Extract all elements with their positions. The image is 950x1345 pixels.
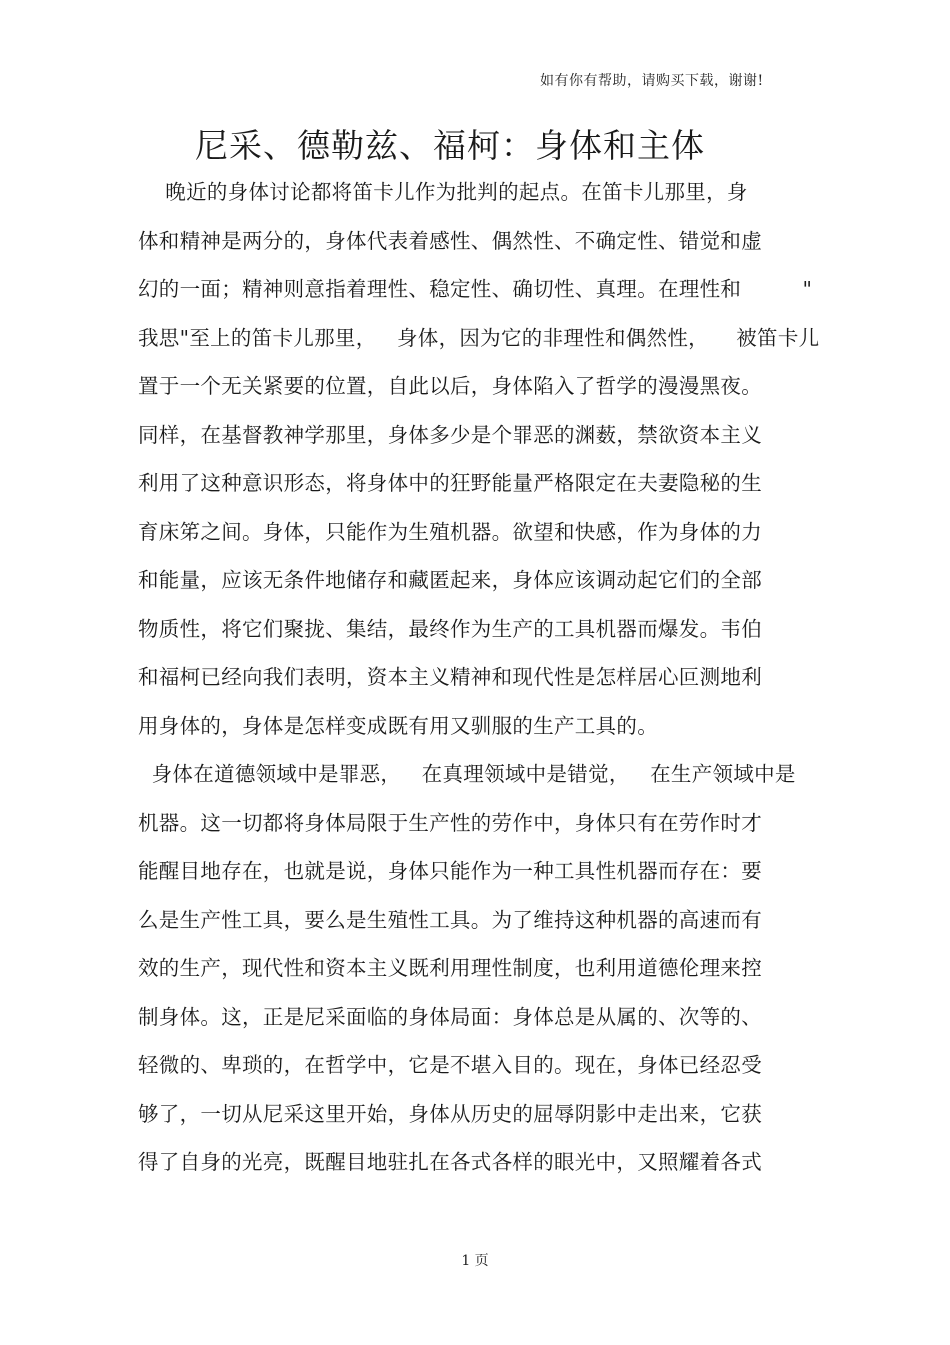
text-line: 晚近的身体讨论都将笛卡儿作为批判的起点。在笛卡儿那里，身 xyxy=(138,180,748,204)
text-line: 置于一个无关紧要的位置，自此以后，身体陷入了哲学的漫漫黑夜。 xyxy=(138,374,762,398)
text-line: 幻的一面；精神则意指着理性、稳定性、确切性、真理。在理性和 " xyxy=(138,277,813,301)
document-title: 尼采、德勒兹、福柯：身体和主体 xyxy=(195,126,705,165)
text-line: 身体在道德领域中是罪恶， 在真理领域中是错觉， 在生产领域中是 xyxy=(138,762,796,786)
header-note: 如有你有帮助，请购买下载，谢谢! xyxy=(540,73,764,89)
page-number: 1 页 xyxy=(461,1253,489,1269)
text-line: 得了自身的光亮，既醒目地驻扎在各式各样的眼光中，又照耀着各式 xyxy=(138,1150,762,1174)
text-line: 用身体的，身体是怎样变成既有用又驯服的生产工具的。 xyxy=(138,713,658,738)
text-line: 制身体。这，正是尼采面临的身体局面：身体总是从属的、次等的、 xyxy=(138,1004,762,1029)
text-line: 同样，在基督教神学那里，身体多少是个罪恶的渊薮，禁欲资本主义 xyxy=(138,422,762,447)
text-line: 够了，一切从尼采这里开始，身体从历史的屈辱阴影中走出来，它获 xyxy=(138,1101,762,1126)
text-line: 和福柯已经向我们表明，资本主义精神和现代性是怎样居心叵测地利 xyxy=(138,665,762,689)
text-line: 体和精神是两分的，身体代表着感性、偶然性、不确定性、错觉和虚 xyxy=(138,228,762,253)
text-line: 轻微的、卑琐的，在哲学中，它是不堪入目的。现在，身体已经忍受 xyxy=(138,1053,762,1077)
text-line: 我思"至上的笛卡儿那里， 身体，因为它的非理性和偶然性， 被笛卡儿 xyxy=(138,325,820,350)
text-line: 能醒目地存在，也就是说，身体只能作为一种工具性机器而存在：要 xyxy=(138,859,762,883)
text-line: 育床笫之间。身体，只能作为生殖机器。欲望和快感，作为身体的力 xyxy=(138,519,762,544)
text-line: 机器。这一切都将身体局限于生产性的劳作中，身体只有在劳作时才 xyxy=(138,810,762,835)
text-line: 利用了这种意识形态，将身体中的狂野能量严格限定在夫妻隐秘的生 xyxy=(138,471,762,495)
text-line: 和能量，应该无条件地储存和藏匿起来，身体应该调动起它们的全部 xyxy=(138,568,762,592)
text-line: 效的生产，现代性和资本主义既利用理性制度，也利用道德伦理来控 xyxy=(138,956,762,980)
text-line: 物质性，将它们聚拢、集结，最终作为生产的工具机器而爆发。韦伯 xyxy=(138,616,762,641)
body-text xyxy=(138,176,818,1195)
text-line: 么是生产性工具，要么是生殖性工具。为了维持这种机器的高速而有 xyxy=(138,907,762,932)
